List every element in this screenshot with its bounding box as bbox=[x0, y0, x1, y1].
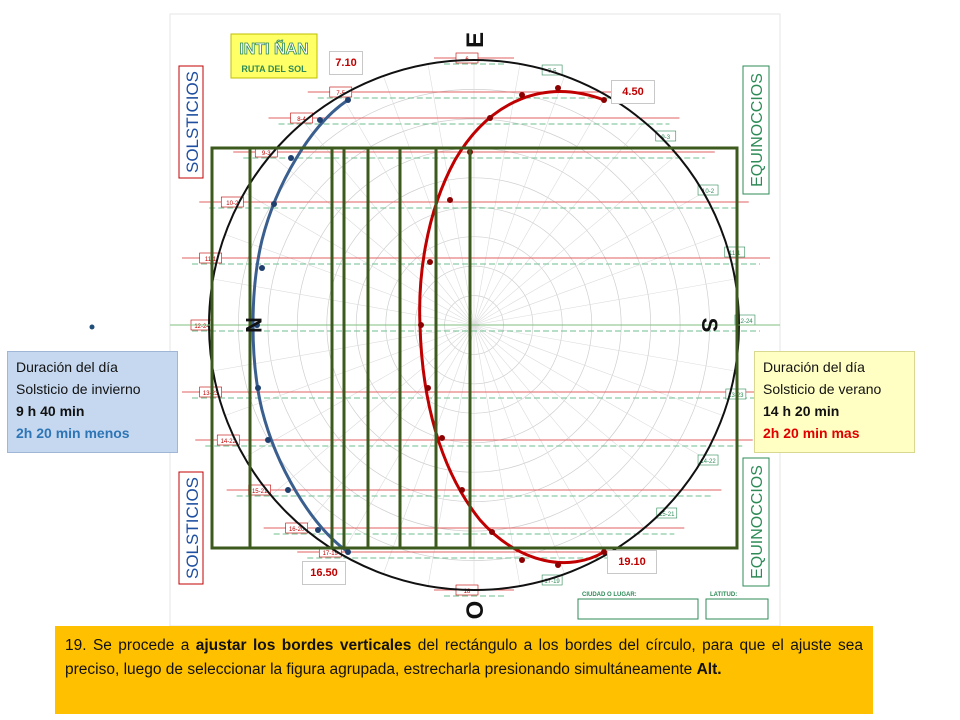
instruction-bold2: Alt. bbox=[696, 661, 722, 678]
summer-hour-dot bbox=[555, 562, 561, 568]
summer-hour-dot bbox=[601, 97, 607, 103]
equinoxes-label-bottom: EQUINOCCIOS bbox=[749, 465, 766, 579]
summer-hour-dot bbox=[418, 322, 424, 328]
instruction-part2: del rectángulo a los bordes del círculo, para que el ajuste sea preciso, luego de seleccionar la figura agrupada, estrecharla presionando simultáneamente bbox=[65, 637, 863, 678]
east-label: E bbox=[462, 31, 489, 49]
hour-label-right: 12-24 bbox=[737, 319, 753, 325]
summer-hour-dot bbox=[487, 115, 493, 121]
hour-label-left: 18 bbox=[463, 589, 471, 595]
summer-duration-box bbox=[754, 351, 915, 453]
logo-subtitle: RUTA DEL SOL bbox=[241, 64, 307, 74]
winter-hour-dot bbox=[315, 527, 321, 533]
winter-duration: 9 h 40 min bbox=[16, 403, 85, 419]
city-field[interactable] bbox=[578, 599, 698, 619]
hour-label-left: 13-23 bbox=[202, 391, 219, 397]
hour-label-right: 15-21 bbox=[659, 512, 675, 518]
hour-label-left: 10-2 bbox=[226, 201, 239, 207]
hour-label-left: 8-4 bbox=[297, 117, 306, 123]
hour-label-left: 16-20 bbox=[288, 527, 305, 533]
winter-hour-dot bbox=[345, 97, 351, 103]
winter-line1: Duración del día bbox=[16, 359, 118, 375]
winter-duration-box bbox=[7, 351, 178, 453]
equinoxes-label-top: EQUINOCCIOS bbox=[749, 73, 766, 187]
summer-hour-dot bbox=[459, 487, 465, 493]
summer-difference: 2h 20 min mas bbox=[763, 425, 860, 441]
winter-hour-dot bbox=[271, 201, 277, 207]
summer-sunrise-tag: 4.50 bbox=[611, 80, 655, 104]
summer-hour-dot bbox=[519, 557, 525, 563]
winter-hour-dot bbox=[317, 117, 323, 123]
hour-label-left: 7-5 bbox=[336, 91, 346, 97]
winter-hour-dot bbox=[265, 437, 271, 443]
hour-label-left: 9-3 bbox=[261, 151, 271, 157]
hour-label-left: 17-19 bbox=[322, 551, 338, 557]
solstices-label-top: SOLSTICIOS bbox=[183, 70, 202, 174]
south-label: S bbox=[697, 317, 722, 333]
hour-label-right: 10-2 bbox=[702, 189, 715, 195]
summer-sunset-tag: 19.10 bbox=[607, 550, 657, 574]
latitude-field[interactable] bbox=[706, 599, 768, 619]
hour-label-left: 15-21 bbox=[251, 489, 268, 495]
winter-hour-dot bbox=[259, 265, 265, 271]
winter-hour-dot bbox=[288, 155, 294, 161]
summer-hour-dot bbox=[447, 197, 453, 203]
winter-line2: Solsticio de invierno bbox=[16, 381, 141, 397]
hour-label-left: 6 bbox=[465, 57, 469, 63]
north-label: N bbox=[241, 317, 266, 333]
winter-hour-dot bbox=[285, 487, 291, 493]
summer-hour-dot bbox=[427, 259, 433, 265]
winter-hour-dot bbox=[255, 385, 261, 391]
summer-line2: Solsticio de verano bbox=[763, 381, 882, 397]
latitude-label: LATITUD: bbox=[710, 592, 738, 598]
instruction-box bbox=[55, 626, 873, 714]
left-marker-dot bbox=[90, 325, 95, 330]
winter-hour-dot bbox=[345, 549, 351, 555]
instruction-part1: 19. Se procede a bbox=[65, 637, 196, 654]
hour-label-right: 14-22 bbox=[700, 459, 716, 465]
city-label: CIUDAD O LUGAR: bbox=[582, 592, 637, 598]
west-label: O bbox=[462, 600, 489, 620]
hour-label-left: 14-22 bbox=[220, 439, 236, 445]
summer-line1: Duración del día bbox=[763, 359, 865, 375]
summer-hour-dot bbox=[519, 92, 525, 98]
summer-hour-dot bbox=[439, 435, 445, 441]
summer-duration: 14 h 20 min bbox=[763, 403, 840, 419]
winter-difference: 2h 20 min menos bbox=[16, 425, 130, 441]
summer-hour-dot bbox=[425, 385, 431, 391]
solstices-label-bottom: SOLSTICIOS bbox=[183, 476, 202, 580]
hour-label-right: 11-1 bbox=[728, 251, 741, 257]
hour-label-left: 12-24 bbox=[194, 324, 210, 330]
winter-sunset-tag: 16.50 bbox=[302, 561, 346, 585]
hour-label-right: 17-19 bbox=[544, 579, 560, 585]
hour-label-right: 7-5 bbox=[547, 69, 557, 75]
hour-label-right: 13-23 bbox=[728, 393, 744, 399]
hour-label-right: 9-3 bbox=[661, 135, 671, 141]
winter-sunrise-tag: 7.10 bbox=[329, 51, 363, 75]
summer-hour-dot bbox=[555, 85, 561, 91]
summer-hour-dot bbox=[489, 529, 495, 535]
hour-label-left: 11-1 bbox=[204, 257, 217, 263]
logo-title: INTI ÑAN bbox=[239, 41, 309, 58]
instruction-bold1: ajustar los bordes verticales bbox=[195, 637, 412, 654]
